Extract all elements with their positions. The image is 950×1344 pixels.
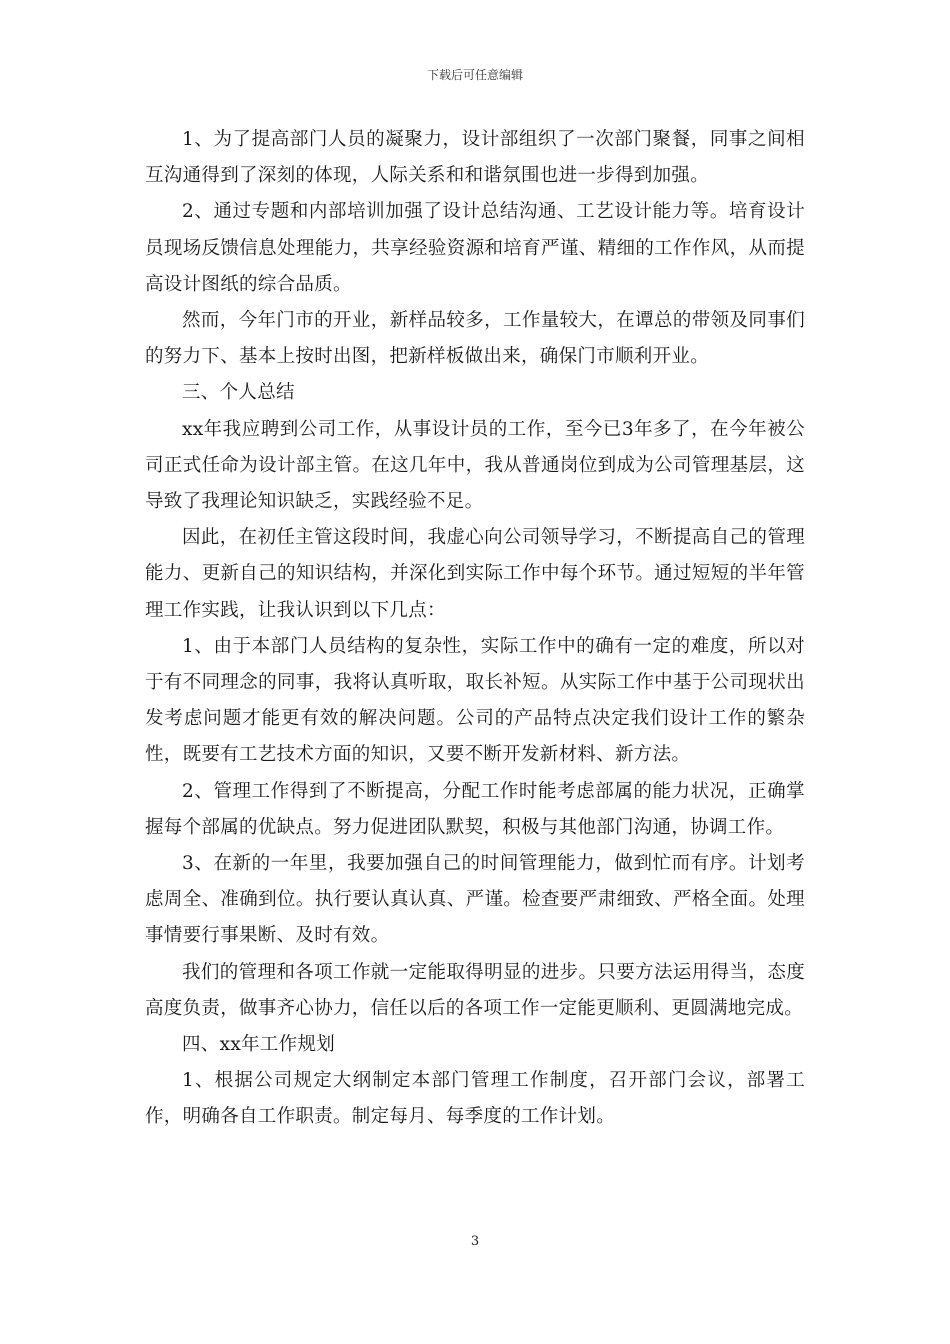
paragraph: 因此，在初任主管这段时间，我虚心向公司领导学习，不断提高自己的管理能力、更新自己的知识结构，并深化到实际工作中每个环节。通过短短的半年管理工作实践，让我认识到以下几点： xyxy=(145,527,805,621)
document-body xyxy=(145,122,805,1136)
page-number: 3 xyxy=(470,1234,480,1249)
paragraph: 1、由于本部门人员结构的复杂性，实际工作中的确有一定的难度，所以对于有不同理念的同事，我将认真听取，取长补短。从实际工作中基于公司现状出发考虑问题才能更有效的解决问题。公司的产品特点决定我们设计工作的繁杂性，既要有工艺技术方面的知识，又要不断开发新材料、新方法。 xyxy=(145,635,805,766)
paragraph: 1、为了提高部门人员的凝聚力，设计部组织了一次部门聚餐，同事之间相互沟通得到了深刻的体现，人际关系和和谐氛围也进一步得到加强。 xyxy=(145,129,805,187)
paragraph: 3、在新的一年里，我要加强自己的时间管理能力，做到忙而有序。计划考虑周全、准确到位。执行要认真认真、严谨。检查要严肃细致、严格全面。处理事情要行事果断、及时有效。 xyxy=(145,853,805,947)
page-header: 下载后可任意编辑 xyxy=(426,68,523,82)
paragraph: 2、通过专题和内部培训加强了设计总结沟通、工艺设计能力等。培育设计员现场反馈信息处理能力，共享经验资源和培育严谨、精细的工作作风，从而提高设计图纸的综合品质。 xyxy=(145,201,805,295)
paragraph: xx年我应聘到公司工作，从事设计员的工作，至今已3年多了，在今年被公司正式任命为设计部主管。在这几年中，我从普通岗位到成为公司管理基层，这导致了我理论知识缺乏，实践经验不足。 xyxy=(145,418,805,513)
paragraph: 2、管理工作得到了不断提高，分配工作时能考虑部属的能力状况，正确掌握每个部属的优缺点。努力促进团队默契，积极与其他部门沟通，协调工作。 xyxy=(145,780,805,838)
paragraph: 1、根据公司规定大纲制定本部门管理工作制度，召开部门会议，部署工作，明确各自工作职责。制定每月、每季度的工作计划。 xyxy=(145,1070,805,1128)
paragraph: 我们的管理和各项工作就一定能取得明显的进步。只要方法运用得当，态度高度负责，做事齐心协力，信任以后的各项工作一定能更顺利、更圆满地完成。 xyxy=(145,961,805,1019)
paragraph: 然而，今年门市的开业，新样品较多，工作量较大，在谭总的带领及同事们的努力下、基本上按时出图，把新样板做出来，确保门市顺利开业。 xyxy=(145,310,805,368)
section-heading: 四、xx年工作规划 xyxy=(182,1034,336,1056)
section-heading: 三、个人总结 xyxy=(182,382,295,404)
